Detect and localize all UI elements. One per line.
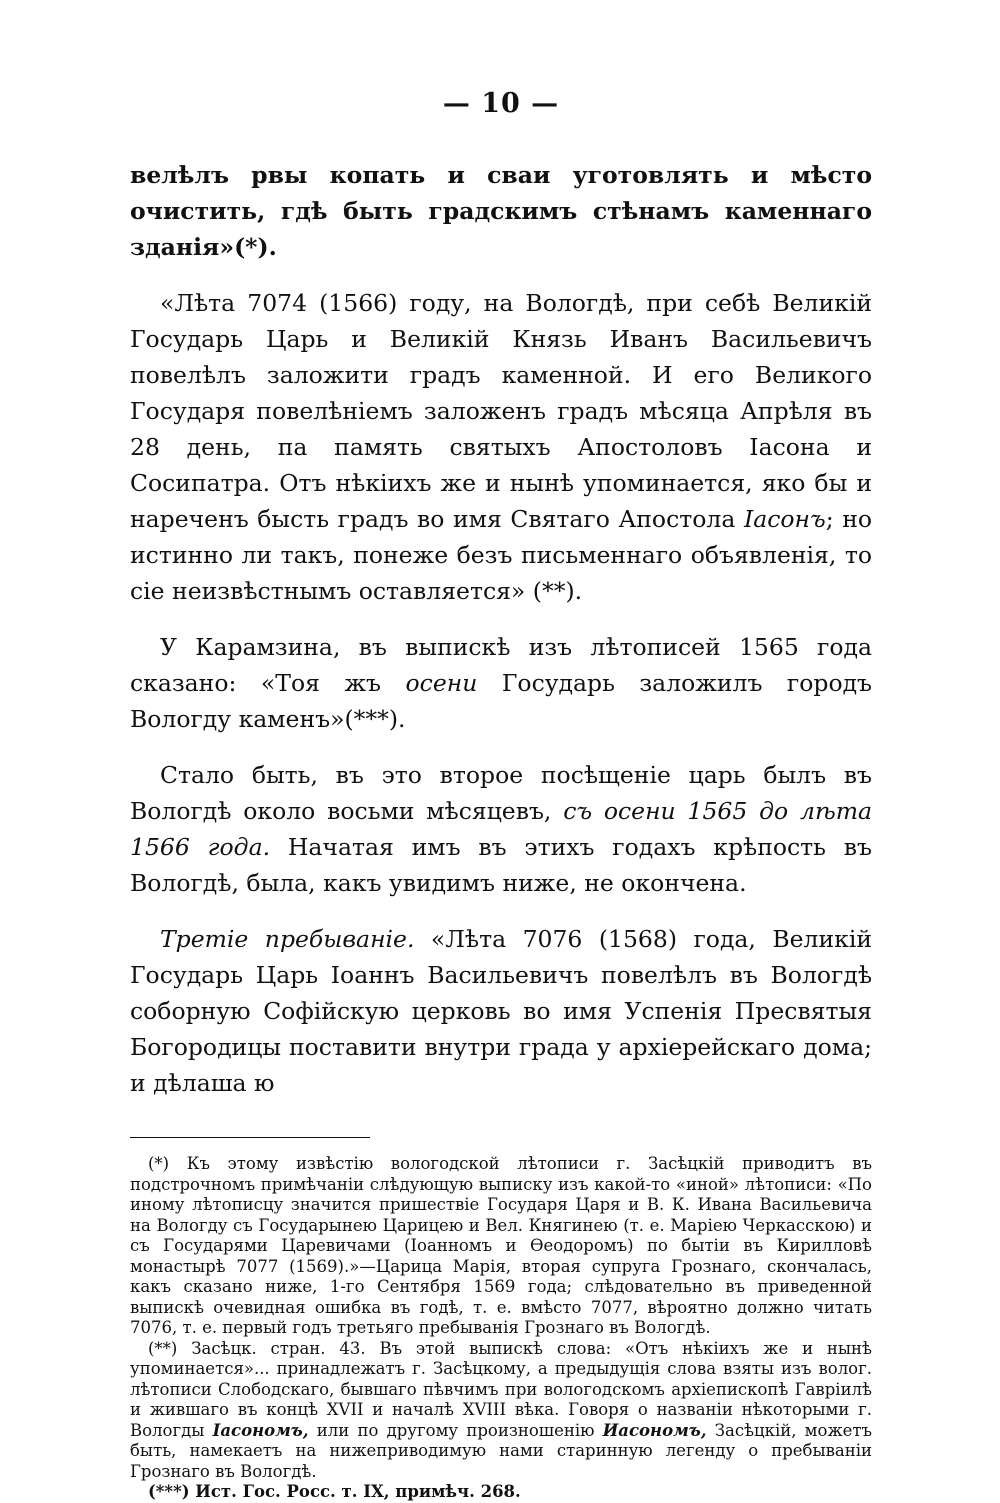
paragraph-1-text: велѣлъ рвы копать и сваи уготовлять и мѣсто очистить, гдѣ быть градскимъ стѣнамъ каменнаго зданія»(*).: [130, 161, 872, 261]
paragraph-2-italic: Іасонъ: [743, 505, 826, 533]
footnote-2-mid: или по другому произношенію: [308, 1420, 603, 1440]
paragraph-4: [130, 757, 872, 901]
footnote-2-tail: Засѣцкій, можетъ быть, намекаетъ на нижеприводимую нами старинную легенду о пребываніи Грознаго въ Вологдѣ.: [130, 1420, 873, 1481]
paragraph-3-italic: осени: [405, 669, 478, 697]
paragraph-4-text: Стало быть, въ это второе посѣщеніе царь былъ въ Вологдѣ около восьми мѣсяцевъ,: [130, 761, 872, 825]
footnote-1: (*) Къ этому извѣстію вологодской лѣтописи г. Засѣцкій приводитъ въ подстрочномъ примѣчаніи слѣдующую выписку изъ какой-то «иной» лѣтописи: «По иному лѣтописцу значится пришествіе Государя Царя и В. К. Ивана Васильевича на Вологду съ Государынею Царицею и Вел. Княгинею (т. е. Маріею Черкасскою) и съ Государями Царевичами (Іоанномъ и Ѳеодоромъ) по бытіи въ Кирилловѣ монастырѣ 7077 (1569).»—Царица Марія, вторая супруга Грознаго, скончалась, какъ сказано ниже, 1-го Сентября 1569 года; слѣдовательно въ приведенной выпискѣ очевидная ошибка въ годѣ, т. е. вмѣсто 7077, вѣроятно должно читать 7076, т. е. первый годъ третьяго пребыванія Грознаго въ Вологдѣ.: [130, 1154, 872, 1337]
paragraph-4-tail: Начатая имъ въ этихъ годахъ крѣпость въ Вологдѣ, была, какъ увидимъ ниже, не окончена.: [130, 833, 872, 897]
footnote-3: (***) Ист. Гос. Росс. т. IX, примѣч. 268.: [148, 1482, 521, 1501]
footnote-2-italic-1: Іасономъ,: [212, 1420, 309, 1440]
footnote-2: [130, 1339, 872, 1483]
paragraph-3-text: У Карамзина, въ выпискѣ изъ лѣтописей 1565 года сказано: «Тоя жъ: [130, 633, 872, 697]
paragraph-2-tail: ; но истинно ли такъ, понеже безъ письменнаго объявленія, то сіе неизвѣстнымъ оставляется» (**).: [130, 505, 873, 605]
page-number: — 10 —: [442, 88, 560, 119]
section-heading-third-stay: Третіе пребываніе.: [160, 925, 415, 953]
paragraph-5-text: «Лѣта 7076 (1568) года, Великій Государь Царь Іоаннъ Васильевичъ повелѣлъ въ Вологдѣ соборную Софійскую церковь во имя Успенія Пресвятыя Богородицы поставити внутри града у архіерейскаго дома; и дѣлаша ю: [130, 925, 873, 1097]
paragraph-5: [130, 921, 872, 1101]
footnote-2-italic-2: Иасономъ,: [602, 1420, 707, 1440]
footnote-divider: [130, 1137, 370, 1138]
paragraph-4-italic: съ осени 1565 до лѣта 1566 года.: [130, 797, 872, 861]
paragraph-3-tail: Государь заложилъ городъ Вологду каменъ»(***).: [130, 669, 873, 733]
paragraph-2-text: «Лѣта 7074 (1566) году, на Вологдѣ, при себѣ Великій Государь Царь и Великій Князь Иванъ Васильевичъ повелѣлъ заложити градъ каменной. И его Великого Государя повелѣніемъ заложенъ градъ мѣсяца Апрѣля въ 28 день, па память святыхъ Апостоловъ Іасона и Сосипатра. Отъ нѣкіихъ же и нынѣ упоминается, яко бы и нареченъ бысть градъ во имя Святаго Апостола: [130, 289, 872, 533]
paragraph-2: [130, 285, 872, 609]
paragraph-1: [130, 157, 872, 265]
paragraph-3: [130, 629, 872, 737]
footnote-2-text: (**) Засѣцк. стран. 43. Въ этой выпискѣ слова: «Отъ нѣкіихъ же и нынѣ упоминается»... принадлежатъ г. Засѣцкому, а предыдущія слова взяты изъ волог. лѣтописи Слободскаго, бывшаго пѣвчимъ при вологодскомъ архіепископѣ Гавріилѣ и жившаго въ концѣ XVII и началѣ XVIII вѣка. Говоря о названіи нѣкоторыми г. Вологды: [130, 1338, 872, 1440]
